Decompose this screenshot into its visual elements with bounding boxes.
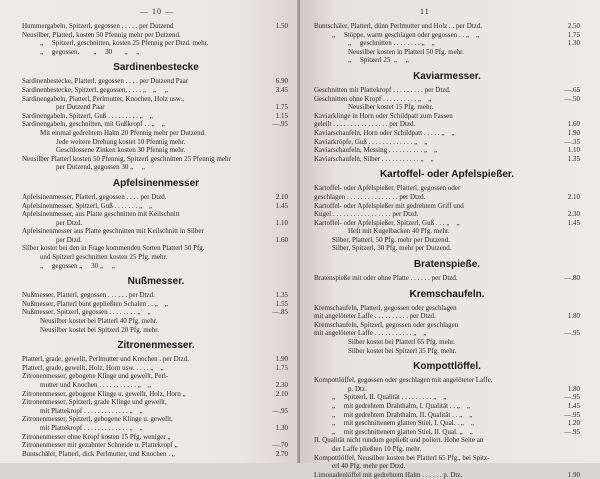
section-heading: Kaviarmesser. xyxy=(413,70,481,82)
price-line xyxy=(314,112,580,121)
section-lines xyxy=(22,355,290,458)
price-line xyxy=(314,146,580,155)
line-price: 1.30 xyxy=(275,423,288,432)
price-line xyxy=(22,262,290,271)
price-line xyxy=(22,146,290,155)
price-line xyxy=(314,210,580,219)
line-price: —.95 xyxy=(564,410,580,419)
line-text: „ Spitzerl, II. Qualität . . . . . . . . . „ „ xyxy=(332,393,447,402)
section-heading: Kremschaufeln. xyxy=(409,288,485,300)
price-line xyxy=(314,385,580,394)
line-text: Neusilber kostet bei Spitzerl 20 Pfg. mehr. xyxy=(40,325,159,334)
line-text: Apfelsinenmesser, aus Platte geschnitten mit Keilschnitt xyxy=(22,210,180,219)
line-text: „ geschnitten . . . . . . . . „ „ xyxy=(348,39,435,48)
price-line xyxy=(22,219,290,228)
price-line xyxy=(314,329,580,338)
price-line xyxy=(314,193,580,202)
price-line xyxy=(314,129,580,138)
line-price: 1.55 xyxy=(275,299,288,308)
section-lines xyxy=(314,274,580,283)
price-line xyxy=(22,390,290,399)
price-line xyxy=(22,253,290,262)
price-line xyxy=(314,274,580,283)
price-line xyxy=(22,450,290,459)
line-text: Kremschaufeln, Platterl, gegossen oder geschlagen xyxy=(314,303,457,312)
price-line xyxy=(314,419,580,428)
section-lines xyxy=(22,193,290,270)
line-text: Kaviarklinge in Horn oder Schildpatt zum Fassen xyxy=(314,111,453,120)
line-price: —.85 xyxy=(272,308,288,317)
right-intro xyxy=(314,22,580,65)
line-text: Kompottlöffel, Neusilber kosten bei Platterl 65 Pfg., bei Spitz- xyxy=(314,453,490,462)
section-lines xyxy=(314,304,580,356)
line-price: 1.80 xyxy=(567,312,580,321)
line-text: „ mit geschnittenem glatten Stiel, II. Qual. „ „ xyxy=(332,427,473,436)
line-text: geschlagen . . . . . . . . . . . . . . . per Dtzd. xyxy=(314,192,426,201)
price-line xyxy=(314,31,580,40)
price-line xyxy=(314,86,580,95)
line-text: per Dutzend Paar xyxy=(56,103,105,112)
line-text: „ Spitzerl, geschnitten, kosten 25 Pfennig per Dtzd. mehr. xyxy=(40,39,209,48)
section-lines xyxy=(314,86,580,163)
line-price: 1.60 xyxy=(275,235,288,244)
line-price: —.95 xyxy=(564,427,580,436)
price-line xyxy=(22,300,290,309)
price-line xyxy=(314,462,580,471)
price-line xyxy=(314,376,580,385)
line-text: Bratenspieße mit oder ohne Platte . . . . . . per Dtzd. xyxy=(314,274,458,283)
line-text: „ mit gedrehtem Drahthalm, I. Qualität . . „ „ xyxy=(332,402,471,410)
line-price: 2.70 xyxy=(275,449,288,458)
price-line xyxy=(22,372,290,381)
price-line xyxy=(22,95,290,104)
line-text: Kaviarkröpfe, Guß . . . . . . . . . . . . . „ „ xyxy=(314,137,428,146)
line-price: 6.90 xyxy=(275,77,288,86)
line-text: Zitronenmesser, Spitzerl, gebogene Klinge u. gewellt, xyxy=(22,415,173,424)
line-text: Kartoffel- oder Apfelspießer mit gedrehtem Griff und xyxy=(314,201,464,210)
price-line xyxy=(22,381,290,390)
price-line xyxy=(22,31,290,40)
line-price: —.70 xyxy=(272,441,288,450)
line-text: „ Spitzerl 25 „ „ xyxy=(348,56,409,65)
line-price: 2.30 xyxy=(275,381,288,389)
line-text: Zitronenmesser mit gezahnter Schneide u. Plattekropf „ xyxy=(22,441,178,450)
line-price: 2.10 xyxy=(567,192,580,201)
price-line xyxy=(22,210,290,219)
section-heading: Apfelsinenmesser xyxy=(112,177,200,189)
line-price: 1.45 xyxy=(567,218,580,227)
line-text: Nußmesser, Platterl bunt gepließten Schalen . . „ „ xyxy=(22,299,168,308)
line-text: Zitronenmesser, gebogene Klinge und gewellt, Perl- xyxy=(22,372,169,381)
line-price: 1.30 xyxy=(567,39,580,48)
price-line xyxy=(22,163,290,172)
price-line xyxy=(314,402,580,411)
line-text: Platterl, grade, gewellt, Perlmutter und Knochen . per Dtzd. xyxy=(22,355,189,364)
line-text: Silber kostet bei den in Frage kommenden Sorten Platterl 50 Pfg. xyxy=(22,244,205,253)
price-line xyxy=(314,321,580,330)
line-text: Kaviarschaufeln, Messing . . . . . . . . . . „ „ xyxy=(314,146,438,155)
price-line xyxy=(22,317,290,326)
line-text: „ mit gedrehtem Drahthalm, II. Qualität . . „ „ xyxy=(332,410,473,419)
price-line xyxy=(314,411,580,420)
line-price: —.95 xyxy=(564,393,580,402)
line-text: Buntschäler, Platterl, dick Perlmutter, und Knochen . „ xyxy=(22,449,175,458)
line-text: per Dtzd. xyxy=(56,235,83,244)
section-lines xyxy=(314,376,580,479)
price-line xyxy=(314,445,580,454)
price-line xyxy=(22,244,290,253)
line-text: Platterl, grade, gewellt, Holz, Horn usw. . . . . „ „ xyxy=(22,363,164,372)
line-text: mit angelöteter Laffe . . . . . . . . . . per Dtzd. xyxy=(314,312,436,321)
price-line xyxy=(314,428,580,437)
line-text: Hummergabeln, Spitzerl, gegossen . . . . . per Dutzend xyxy=(22,22,174,30)
line-text: Sardinenbestecke, Spitzerl, gegossen, . . . . „ „ „ xyxy=(22,85,168,94)
line-text: Kremschaufeln, Spitzerl, gegossen oder geschlagen xyxy=(314,320,459,329)
price-line xyxy=(314,39,580,48)
price-line xyxy=(314,56,580,65)
section-lines xyxy=(22,291,290,334)
line-text: Kugel . . . . . . . . . . . . . . . . . per Dtzd. xyxy=(314,210,419,219)
line-text: Neusilber Platterl kosten 50 Pfennig, Spitzerl geschnitten 25 Pfennig mehr xyxy=(22,154,231,163)
price-line xyxy=(314,48,580,57)
right-sections xyxy=(314,71,580,479)
price-line xyxy=(22,227,290,236)
line-text: Zitronenmesser, Spitzerl, grade Klinge und gewellt, xyxy=(22,398,167,407)
line-text: per Dtzd. xyxy=(56,218,83,227)
line-price: —.65 xyxy=(564,85,580,94)
price-line xyxy=(314,304,580,313)
line-price: 1.90 xyxy=(567,128,580,137)
line-text: Geschnitten ohne Kropf . . . . . . . . . . „ „ xyxy=(314,94,432,103)
line-price: —.95 xyxy=(564,329,580,338)
line-price: —.50 xyxy=(564,94,580,103)
line-price: 1.35 xyxy=(275,291,288,300)
line-text: p. Dtz. xyxy=(348,384,367,393)
line-text: Neusilber kostet 15 Pfg. mehr. xyxy=(348,103,434,112)
line-price: 1.90 xyxy=(567,470,580,479)
section-heading: Nußmesser. xyxy=(127,276,185,288)
price-line xyxy=(22,86,290,95)
price-line xyxy=(314,312,580,321)
line-text: Zitronenmesser ohne Kropf kosten 15 Pfg. weniger „ xyxy=(22,432,171,441)
line-text: „ Stöppe, warm geschlagen oder gegossen . . „ „ xyxy=(332,30,480,39)
line-text: Zitronenmesser, gebogene Klinge u. gewellt, Holz, Horn „ xyxy=(22,389,186,398)
line-price: 1.80 xyxy=(567,384,580,393)
price-line xyxy=(314,202,580,211)
price-line xyxy=(22,398,290,407)
line-price: 1.45 xyxy=(567,402,580,410)
line-price: —.80 xyxy=(564,274,580,283)
line-text: Kaviarschaufeln, Horn oder Schildpatt . . . . . „ „ xyxy=(314,128,455,137)
line-text: Neusilber kosten in Platterl 50 Pfg. mehr. xyxy=(348,47,464,56)
line-text: Silber kostet bei Spitzerl 35 Pfg. mehr. xyxy=(348,346,457,355)
line-text: und Spitzerl geschnitten kosten 25 Pfg. mehr. xyxy=(40,253,168,262)
line-price: 1.15 xyxy=(275,111,288,120)
price-line xyxy=(314,120,580,129)
line-text: Apfelsinenmesser, Platterl, gegossen . . . . per Dtzd. xyxy=(22,192,167,201)
left-intro xyxy=(22,22,290,56)
price-line xyxy=(314,227,580,236)
price-line xyxy=(22,193,290,202)
line-text: Apfelsinenmesser, Spitzerl, Guß . . . . . . . „ „ xyxy=(22,201,153,210)
line-price: 1.10 xyxy=(567,146,580,155)
section-lines xyxy=(314,184,580,253)
line-text: Apfelsinenmesser aus Platte geschnitten mit Keilschnitt in Silber xyxy=(22,227,204,236)
section-lines xyxy=(22,77,290,172)
price-line xyxy=(314,471,580,479)
section-heading: Kompottlöffel. xyxy=(413,361,481,373)
line-text: Kartoffel- oder Apfelspießer, Platterl, gegossen oder xyxy=(314,184,461,193)
price-line xyxy=(22,424,290,433)
price-line xyxy=(22,48,290,57)
price-line xyxy=(22,22,290,31)
line-text: II. Qualität nicht rundum gepließt und poliert. Hohe Seite an xyxy=(314,436,484,445)
line-text: Heft mit Kugelbacken 40 Pfg. mehr. xyxy=(348,227,450,236)
line-text: „ gegossen „ 30 „ „ xyxy=(40,261,115,270)
line-text: Mit einmal gedrehtem Halm 20 Pfennig mehr per Dutzend. xyxy=(40,128,206,137)
line-text: Silber, Spitzerl, 30 Pfg. mehr per Dutzend. xyxy=(332,244,452,253)
line-price: 1.35 xyxy=(567,154,580,163)
line-text: Kompottlöffel, gegossen oder geschlagen mit angelöteter Laffe, xyxy=(314,376,493,385)
line-price: —.35 xyxy=(564,137,580,146)
page-number-left: — 10 — xyxy=(140,7,174,16)
line-price: 2.50 xyxy=(567,22,580,30)
price-line xyxy=(22,407,290,416)
line-text: Limonadenlöffel mit gedrehtem Halm . . . . . . p. Dtz. xyxy=(314,470,463,479)
page-number-right: 11 xyxy=(420,7,430,16)
price-line xyxy=(22,202,290,211)
line-price: 1.60 xyxy=(567,120,580,129)
price-line xyxy=(314,184,580,193)
line-price: —.95 xyxy=(272,120,288,129)
price-line xyxy=(314,454,580,463)
price-line xyxy=(22,138,290,147)
price-line xyxy=(22,120,290,129)
line-text: erl 40 Pfg. mehr per Dtzd. xyxy=(332,462,406,471)
line-price: 2.10 xyxy=(275,389,288,398)
section-heading: Sardinenbestecke xyxy=(113,62,199,74)
price-line xyxy=(314,393,580,402)
price-line xyxy=(22,103,290,112)
line-price: 2.30 xyxy=(567,210,580,219)
price-line xyxy=(314,436,580,445)
line-text: Geschlossene Zinken kosten 30 Pfennig mehr. xyxy=(56,146,186,155)
left-sections xyxy=(22,62,290,458)
line-price: 1.10 xyxy=(275,218,288,227)
line-price: 1.50 xyxy=(275,22,288,30)
price-line xyxy=(22,441,290,450)
line-text: mit Plattekropf . . . . . . . . . . . . . „ „ xyxy=(40,406,143,415)
line-text: der Laffe pließten 10 Pfg. mehr. xyxy=(332,444,422,453)
price-line xyxy=(314,103,580,112)
line-text: Silber, Platterl, 50 Pfg. mehr per Dutzend. xyxy=(332,235,450,244)
price-line xyxy=(22,326,290,335)
price-line xyxy=(314,155,580,164)
price-line xyxy=(314,338,580,347)
section-heading: Zitronenmesser. xyxy=(117,340,195,352)
price-line xyxy=(22,112,290,121)
price-line xyxy=(314,95,580,104)
price-line xyxy=(22,415,290,424)
right-page xyxy=(300,0,600,479)
price-line xyxy=(314,22,580,31)
price-line xyxy=(314,236,580,245)
line-text: mit Plattekropf . . . . . . . . . . . . . „ „ xyxy=(40,423,143,432)
price-line xyxy=(22,129,290,138)
line-text: mutter und Knochen . . . . . . . . . . . „ „ xyxy=(40,381,152,389)
price-line xyxy=(22,236,290,245)
line-text: Buntschäler, Platterl, dünn Perlmutter und Holz . . per Dtzd. xyxy=(314,22,483,30)
left-page xyxy=(0,0,300,463)
price-line xyxy=(22,364,290,373)
line-price: 1.75 xyxy=(567,30,580,39)
price-line xyxy=(22,433,290,442)
line-price: 1.20 xyxy=(567,419,580,428)
line-text: Sardinengabeln, geschnitten, mit Gußkropf . . „ „ xyxy=(22,120,165,129)
price-line xyxy=(22,39,290,48)
line-price: 1.75 xyxy=(275,103,288,112)
line-text: Nußmesser, Platterl, gegossen . . . . . . per Dtzd. xyxy=(22,291,155,300)
price-line xyxy=(314,347,580,356)
price-line xyxy=(22,355,290,364)
line-text: Sardinenbestecke, Platterl, gegossen . . . . per Dutzend Paar xyxy=(22,77,189,86)
price-line xyxy=(314,219,580,228)
line-text: geleilt . . . . . . . . . . . . . . . . per Dtzd. xyxy=(314,120,416,129)
price-line xyxy=(22,155,290,164)
line-text: „ gegossen, „ 30 „ „ xyxy=(40,47,140,56)
section-heading: Bratenspieße. xyxy=(413,259,481,271)
line-text: Sardinengabeln, Spitzerl, Guß . . . . . . . . . „ „ xyxy=(22,111,153,120)
line-price: 1.45 xyxy=(275,201,288,210)
line-text: mit angelöteter Laffe . . . . . . . . . . . „ „ xyxy=(314,329,427,338)
line-text: Neusilber kostet bei Platterl 40 Pfg. mehr. xyxy=(40,317,158,326)
line-text: Kaviarschaufeln, Silber . . . . . . . . . . . „ „ xyxy=(314,154,434,163)
line-text: Nußmesser, Spitzerl, gegossen . . . . . . . . „ „ xyxy=(22,308,151,317)
price-line xyxy=(22,291,290,300)
section-heading: Kartoffel- oder Apfelspießer. xyxy=(379,169,515,181)
price-line xyxy=(22,77,290,86)
line-text: Silber kostet bei Platterl 65 Pfg. mehr. xyxy=(348,338,455,347)
line-text: „ mit geschnittenem glatten Stiel, I. Qual. . „ „ xyxy=(332,419,474,428)
line-price: —.95 xyxy=(272,406,288,415)
line-text: per Dutzend, gegossen 30 „ „ xyxy=(56,163,146,172)
price-line xyxy=(22,308,290,317)
line-text: Geschnitten mit Plattekropf . . . . . . . . . per Dtzd. xyxy=(314,85,451,94)
price-line xyxy=(314,244,580,253)
line-price: 1.75 xyxy=(275,363,288,372)
line-price: 1.90 xyxy=(275,355,288,364)
line-price: 2.10 xyxy=(275,192,288,201)
line-text: Sardinengabeln, Platterl, Perlmutter, Knochen, Holz usw., xyxy=(22,94,184,103)
line-text: Kartoffel- oder Apfelspießer, Spitzerl, Guß . . . „ „ xyxy=(314,218,460,227)
line-text: Jede weitere Drehung kostet 10 Pfennig mehr. xyxy=(56,137,186,146)
line-text: Neusilber, Platterl, kosten 50 Pfennig mehr per Dutzend. xyxy=(22,30,181,39)
price-line xyxy=(314,138,580,147)
line-price: 3.45 xyxy=(275,85,288,94)
